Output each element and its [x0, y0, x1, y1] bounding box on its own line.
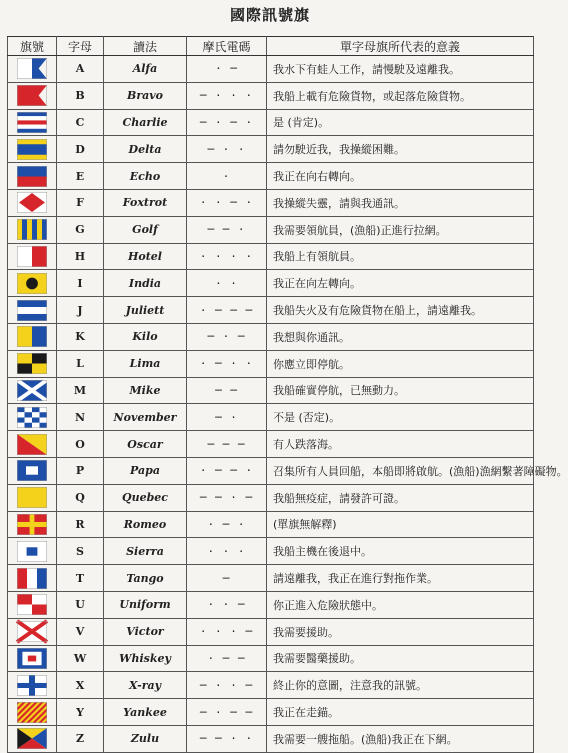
table-row [8, 109, 534, 136]
morse-code-cell: ─ ─ ─ [187, 431, 267, 458]
phonetic-word-cell: Yankee [104, 699, 187, 726]
flag-d-icon [8, 136, 57, 163]
letter-cell: A [57, 56, 104, 83]
meaning-cell: 我正在向右轉向。 [267, 163, 534, 190]
flag-x-icon [8, 672, 57, 699]
table-row [8, 457, 534, 484]
letter-cell: M [57, 377, 104, 404]
phonetic-word-cell: Zulu [104, 725, 187, 752]
header-letter: 字母 [57, 37, 104, 56]
phonetic-word-cell: Echo [104, 163, 187, 190]
phonetic-word-cell: Charlie [104, 109, 187, 136]
morse-code-cell: · ─ ─ ─ [187, 297, 267, 324]
morse-code-cell: ─ · [187, 404, 267, 431]
meaning-cell: 我船主機在後退中。 [267, 538, 534, 565]
flag-o-icon [8, 431, 57, 458]
table-row [8, 725, 534, 752]
letter-cell: R [57, 511, 104, 538]
flag-g-icon [8, 216, 57, 243]
phonetic-word-cell: Papa [104, 457, 187, 484]
letter-cell: V [57, 618, 104, 645]
header-flag: 旗號 [8, 37, 57, 56]
letter-cell: Z [57, 725, 104, 752]
flag-p-icon [8, 457, 57, 484]
phonetic-word-cell: Quebec [104, 484, 187, 511]
morse-code-cell: ─ · · ─ [187, 672, 267, 699]
phonetic-word-cell: Foxtrot [104, 189, 187, 216]
phonetic-word-cell: Delta [104, 136, 187, 163]
letter-cell: L [57, 350, 104, 377]
phonetic-word-cell: Mike [104, 377, 187, 404]
meaning-cell: 有人跌落海。 [267, 431, 534, 458]
flag-w-icon [8, 645, 57, 672]
meaning-cell: 我船失火及有危險貨物在船上，請遠離我。 [267, 297, 534, 324]
morse-code-cell: · · ─ [187, 591, 267, 618]
phonetic-word-cell: Oscar [104, 431, 187, 458]
meaning-cell: 我水下有蛙人工作，請慢駛及遠離我。 [267, 56, 534, 83]
flag-l-icon [8, 350, 57, 377]
letter-cell: J [57, 297, 104, 324]
meaning-cell: 你應立即停航。 [267, 350, 534, 377]
morse-code-cell: · [187, 163, 267, 190]
phonetic-word-cell: November [104, 404, 187, 431]
table-header-row [8, 37, 534, 56]
morse-code-cell: ─ · · [187, 136, 267, 163]
header-word: 讀法 [104, 37, 187, 56]
flag-k-icon [8, 323, 57, 350]
meaning-cell: (單旗無解釋) [267, 511, 534, 538]
flag-v-icon [8, 618, 57, 645]
table-row [8, 377, 534, 404]
phonetic-word-cell: Victor [104, 618, 187, 645]
table-row [8, 350, 534, 377]
morse-code-cell: · ─ ─ · [187, 457, 267, 484]
meaning-cell: 請勿駛近我，我操縱困難。 [267, 136, 534, 163]
letter-cell: K [57, 323, 104, 350]
flag-z-icon [8, 725, 57, 752]
phonetic-word-cell: Tango [104, 565, 187, 592]
morse-code-cell: ─ · ─ ─ [187, 699, 267, 726]
meaning-cell: 我需要醫藥援助。 [267, 645, 534, 672]
flag-b-icon [8, 82, 57, 109]
flag-q-icon [8, 484, 57, 511]
meaning-cell: 我需要一艘拖船。(漁船)我正在下網。 [267, 725, 534, 752]
letter-cell: T [57, 565, 104, 592]
table-row [8, 163, 534, 190]
morse-code-cell: · ─ [187, 56, 267, 83]
meaning-cell: 我正在走錨。 [267, 699, 534, 726]
flag-e-icon [8, 163, 57, 190]
letter-cell: O [57, 431, 104, 458]
flag-j-icon [8, 297, 57, 324]
table-row [8, 270, 534, 297]
flag-s-icon [8, 538, 57, 565]
flag-t-icon [8, 565, 57, 592]
letter-cell: X [57, 672, 104, 699]
letter-cell: U [57, 591, 104, 618]
morse-code-cell: ─ · ─ [187, 323, 267, 350]
morse-code-cell: ─ · ─ · [187, 109, 267, 136]
table-row [8, 645, 534, 672]
morse-code-cell: · ─ ─ [187, 645, 267, 672]
morse-code-cell: ─ ─ [187, 377, 267, 404]
morse-code-cell: ─ [187, 565, 267, 592]
table-row [8, 136, 534, 163]
morse-code-cell: · · [187, 270, 267, 297]
flag-u-icon [8, 591, 57, 618]
table-row [8, 618, 534, 645]
table-row [8, 404, 534, 431]
table-row [8, 565, 534, 592]
table-row [8, 699, 534, 726]
morse-code-cell: ─ · · · [187, 82, 267, 109]
letter-cell: D [57, 136, 104, 163]
header-morse: 摩氏電碼 [187, 37, 267, 56]
phonetic-word-cell: Kilo [104, 323, 187, 350]
table-row [8, 297, 534, 324]
letter-cell: H [57, 243, 104, 270]
morse-code-cell: ─ ─ · [187, 216, 267, 243]
meaning-cell: 我正在向左轉向。 [267, 270, 534, 297]
phonetic-word-cell: India [104, 270, 187, 297]
flag-h-icon [8, 243, 57, 270]
meaning-cell: 不是 (否定)。 [267, 404, 534, 431]
table-row [8, 189, 534, 216]
letter-cell: E [57, 163, 104, 190]
letter-cell: F [57, 189, 104, 216]
morse-code-cell: · · ─ · [187, 189, 267, 216]
flag-a-icon [8, 56, 57, 83]
meaning-cell: 終止你的意圖，注意我的訊號。 [267, 672, 534, 699]
morse-code-cell: ─ ─ · · [187, 725, 267, 752]
morse-code-cell: · ─ · [187, 511, 267, 538]
table-row [8, 538, 534, 565]
letter-cell: I [57, 270, 104, 297]
meaning-cell: 我船無疫症，請發許可證。 [267, 484, 534, 511]
phonetic-word-cell: Whiskey [104, 645, 187, 672]
letter-cell: C [57, 109, 104, 136]
phonetic-word-cell: Hotel [104, 243, 187, 270]
phonetic-word-cell: Bravo [104, 82, 187, 109]
header-meaning: 單字母旗所代表的意義 [267, 37, 534, 56]
flag-f-icon [8, 189, 57, 216]
flag-c-icon [8, 109, 57, 136]
morse-code-cell: · · · · [187, 243, 267, 270]
flag-n-icon [8, 404, 57, 431]
meaning-cell: 我船上有領航員。 [267, 243, 534, 270]
letter-cell: G [57, 216, 104, 243]
letter-cell: B [57, 82, 104, 109]
phonetic-word-cell: Juliett [104, 297, 187, 324]
table-row [8, 56, 534, 83]
phonetic-word-cell: Golf [104, 216, 187, 243]
meaning-cell: 我船確實停航，已無動力。 [267, 377, 534, 404]
table-row [8, 511, 534, 538]
flag-y-icon [8, 699, 57, 726]
phonetic-word-cell: Alfa [104, 56, 187, 83]
meaning-cell: 我操縱失靈，請與我通訊。 [267, 189, 534, 216]
meaning-cell: 我需要援助。 [267, 618, 534, 645]
letter-cell: Y [57, 699, 104, 726]
table-row [8, 672, 534, 699]
table-row [8, 323, 534, 350]
meaning-cell: 你正進入危險狀態中。 [267, 591, 534, 618]
letter-cell: Q [57, 484, 104, 511]
table-row [8, 216, 534, 243]
flag-r-icon [8, 511, 57, 538]
phonetic-word-cell: Sierra [104, 538, 187, 565]
morse-code-cell: · · · ─ [187, 618, 267, 645]
morse-code-cell: · · · [187, 538, 267, 565]
morse-code-cell: · ─ · · [187, 350, 267, 377]
letter-cell: W [57, 645, 104, 672]
table-row [8, 82, 534, 109]
meaning-cell: 我想與你通訊。 [267, 323, 534, 350]
morse-code-cell: ─ ─ · ─ [187, 484, 267, 511]
table-row [8, 591, 534, 618]
flag-m-icon [8, 377, 57, 404]
flag-i-icon [8, 270, 57, 297]
table-row [8, 243, 534, 270]
phonetic-word-cell: Romeo [104, 511, 187, 538]
phonetic-word-cell: X-ray [104, 672, 187, 699]
table-row [8, 484, 534, 511]
meaning-cell: 是 (肯定)。 [267, 109, 534, 136]
letter-cell: S [57, 538, 104, 565]
page-title: 國際訊號旗 [229, 6, 310, 24]
phonetic-word-cell: Lima [104, 350, 187, 377]
signal-flag-table [7, 36, 568, 753]
letter-cell: P [57, 457, 104, 484]
phonetic-word-cell: Uniform [104, 591, 187, 618]
meaning-cell: 請遠離我，我正在進行對拖作業。 [267, 565, 534, 592]
letter-cell: N [57, 404, 104, 431]
meaning-cell: 召集所有人員回船，本船即將啟航。(漁船)漁網繫著障礙物。 [267, 457, 534, 484]
table-row [8, 431, 534, 458]
meaning-cell: 我船上載有危險貨物，或起落危險貨物。 [267, 82, 534, 109]
meaning-cell: 我需要領航員，(漁船)正進行拉網。 [267, 216, 534, 243]
